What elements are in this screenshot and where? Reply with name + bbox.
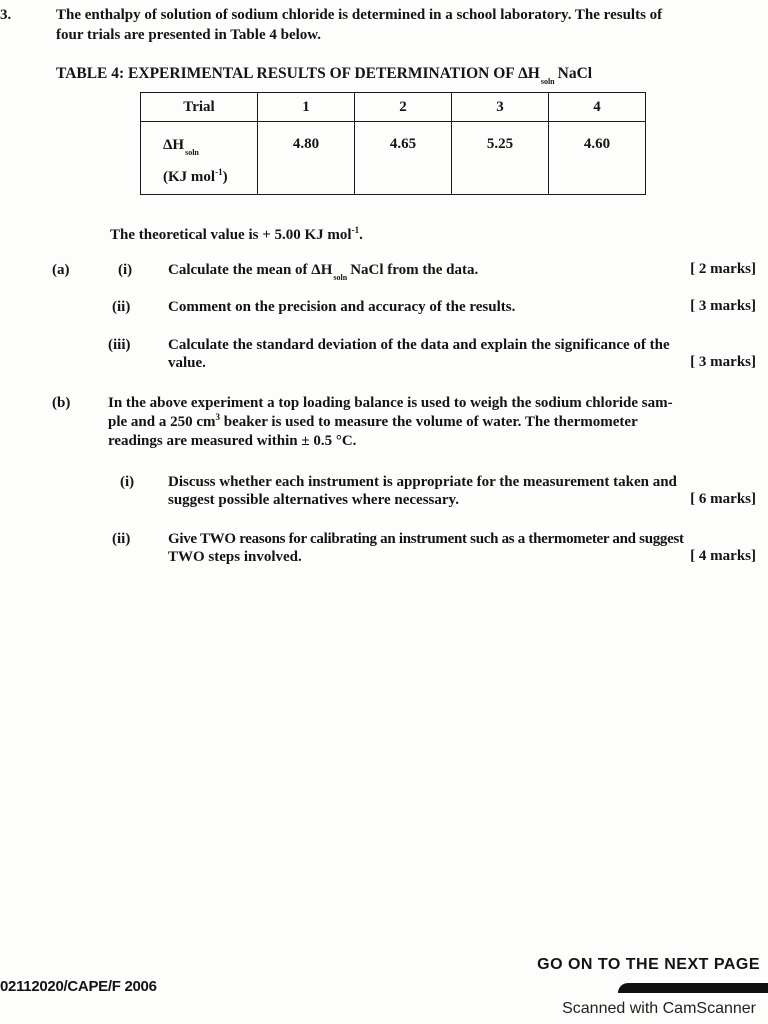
part-b-line-3: readings are measured within ± 0.5 °C. <box>108 433 357 449</box>
part-b-ii-marks: [ 4 marks] <box>690 548 756 564</box>
part-b-i-label: (i) <box>120 474 135 490</box>
table-title-end: NaCl <box>557 65 593 82</box>
part-a-i-marks: [ 2 marks] <box>690 261 756 277</box>
table-title-text: TABLE 4: EXPERIMENTAL RESULTS OF DETERMINATION OF ΔH <box>56 65 540 82</box>
part-b-i-line-1: Discuss whether each instrument is appropriate for the measurement taken and <box>168 474 677 490</box>
part-a-i-label: (i) <box>118 262 133 278</box>
part-a-iii-line-2: value. <box>168 355 206 371</box>
part-b-ii-line-2: TWO steps involved. <box>168 549 302 565</box>
part-b-i-marks: [ 6 marks] <box>690 491 756 507</box>
part-a-label: (a) <box>52 262 70 278</box>
header-trial-1: 1 <box>258 93 355 122</box>
part-a-iii-marks: [ 3 marks] <box>690 354 756 370</box>
part-b-i-line-2: suggest possible alternatives where necessary. <box>168 492 459 508</box>
intro-line-2: four trials are presented in Table 4 below. <box>56 27 322 43</box>
value-trial-3: 5.25 <box>452 122 549 195</box>
theoretical-value: The theoretical value is + 5.00 KJ mol$^{-1}$. <box>110 225 363 243</box>
part-a-i-text: Calculate the mean of $\Delta H_{soln}$ NaCl from the data. <box>168 262 479 282</box>
results-table <box>140 92 646 195</box>
table-header-row <box>141 93 646 122</box>
question-number: 3. <box>0 7 12 23</box>
row-symbol: $\Delta H_{soln}$ <box>163 137 199 157</box>
value-trial-1: 4.80 <box>258 122 355 195</box>
part-a-ii-label: (ii) <box>112 299 131 315</box>
part-a-ii-text: Comment on the precision and accuracy of the results. <box>168 299 516 315</box>
header-trial-4: 4 <box>549 93 646 122</box>
part-a-ii-marks: [ 3 marks] <box>690 298 756 314</box>
header-trial-3: 3 <box>452 93 549 122</box>
table-title <box>56 64 592 85</box>
part-b-line-1: In the above experiment a top loading balance is used to weigh the sodium chloride sam- <box>108 395 673 411</box>
scanner-watermark: Scanned with CamScanner <box>562 1000 756 1017</box>
row-unit: (KJ mol$^{-1}$) <box>163 167 228 185</box>
header-trial-2: 2 <box>355 93 452 122</box>
row-label <box>141 122 258 195</box>
part-b-ii-label: (ii) <box>112 531 131 547</box>
part-b-label: (b) <box>52 395 71 411</box>
part-b-line-2: ple and a 250 $cm^3$ beaker is used to measure the volume of water. The thermometer <box>108 412 638 430</box>
next-page-note: GO ON TO THE NEXT PAGE <box>537 956 760 973</box>
page-code: 02112020/CAPE/F 2006 <box>0 978 157 995</box>
header-trial: Trial <box>141 93 258 122</box>
table-title-subscript: soln <box>540 77 555 86</box>
part-a-iii-label: (iii) <box>108 337 131 353</box>
scan-edge-shadow <box>618 983 768 993</box>
value-trial-2: 4.65 <box>355 122 452 195</box>
intro-line-1: The enthalpy of solution of sodium chloride is determined in a school laboratory. The results of <box>56 7 663 23</box>
table-row <box>141 122 646 195</box>
part-b-ii-line-1: Give TWO reasons for calibrating an instrument such as a thermometer and suggest <box>168 531 684 547</box>
value-trial-4: 4.60 <box>549 122 646 195</box>
part-a-iii-line-1: Calculate the standard deviation of the data and explain the significance of the <box>168 337 670 353</box>
